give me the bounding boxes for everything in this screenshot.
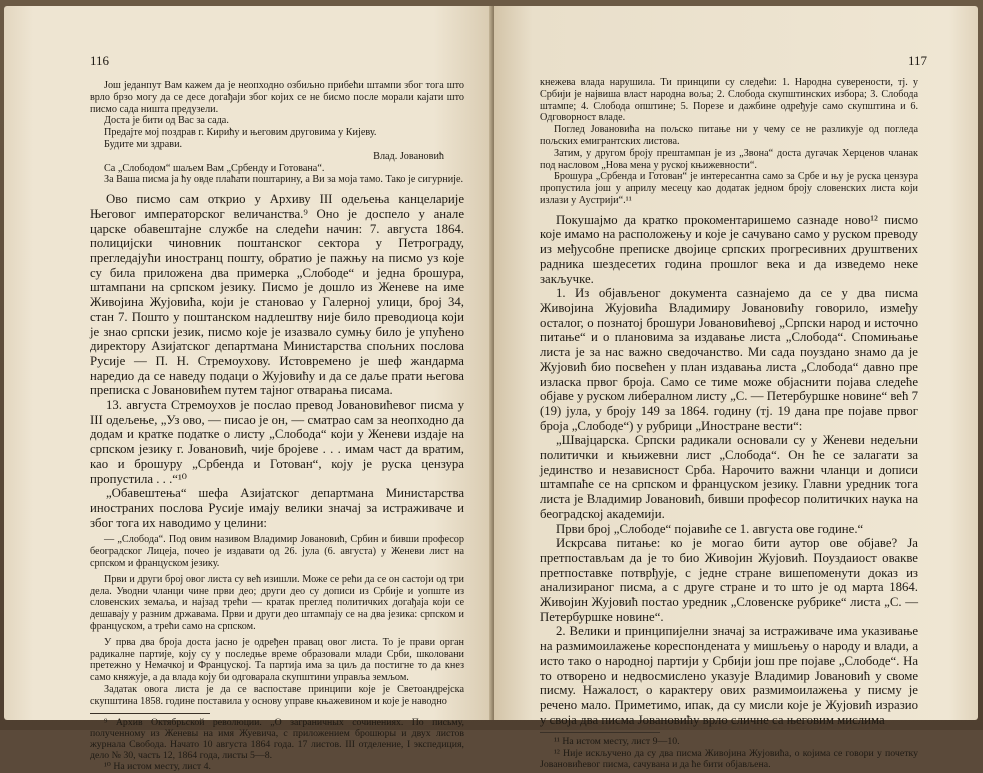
letter-paragraph: Предајте мој поздрав г. Кирићу и његовим друговима у Кијеву.	[104, 127, 377, 139]
body-paragraph: Први број „Слободе“ појавиће се 1. августа ове године.“	[556, 521, 864, 536]
quote-paragraph: Затим, у другом броју прештампан је из „Звона“ доста дугачак Херценов чланак под насловом „Нова мена у руској књижевности“.	[540, 147, 918, 171]
quote-paragraph: — „Слобода“. Под овим називом Владимир Јовановић, Србин и бивши професор београдског Лицеја, почео је издавати од 26. јула (6. августа) у Женеви лист на српском и француском језику.	[90, 534, 464, 569]
footnote-rule	[90, 713, 210, 714]
quote-paragraph: Задатак овога листа је да се васпоставе принципи које је Светоандрејска скупштина 1858. године поставила у основу управе књажевином и које је наводно	[90, 683, 464, 707]
letter-paragraph: Још једанпут Вам кажем да је неопходно озбиљно прибећи штампи због тога што врло брзо могу да се десе догађаји због којих се не бисмо после морали кајати што писмо сада ништа предузели.	[90, 80, 464, 115]
letter-signature: Влад. Јовановић	[373, 150, 444, 162]
body-paragraph: Ово писмо сам открио у Архиву III одељења канцеларије Његовог императорског величанства.⁹ Оно је доспело у анале царске обавештајне службе на следећи начин: 7. августа 1864. полицијски чиновник поштанског сектора у Петрограду, прегледајући иностранц пошту, обратио је пажњу на писмо уз које су била приложена два примерка „Слободе“ и једна брошура, штампани на српском језику. Писмо је дошло из Женеве на име Живојина Жујовића, који је становао у Галерној улици, број 34, стан 7. Пошто у поштанском надлештву није било преводиоца који је знао српски језик, писмо које је изазвало сумњу било је упућено директору Азијатског департмана Министарства спољних послова Русије — П. Н. Стремоухову. Истовремено је шеф жандарма наредио да се наведу подаци о Жујовићу и да се даље прати његова преписка с Јовановићем путем тајног отварања писама.	[90, 192, 464, 398]
body-paragraph: „Обавештења“ шефа Азијатског департмана Министарства иностраних послова Русије имају велики значај за истраживаче и због тога их наводимо у целини:	[90, 486, 464, 530]
footnote: ¹² Није искључено да су два писма Живојина Жујовића, о којима се говори у почетку Јовановићевог писма, сачувана и да ће бити објављена.	[540, 747, 918, 770]
footnote: ¹⁰ На истом месту, лист 4.	[104, 761, 211, 773]
letter-paragraph: Будите ми здрави.	[104, 138, 183, 150]
postscript-paragraph: За Ваша писма ја ћу овде плаћати поштарину, а Ви за моја тамо. Тако је сигурније.	[104, 174, 464, 186]
quote-paragraph: Брошура „Србенда и Готован“ је интересантна само за Србе и њу је руска цензура пропустила још у априлу месецу као додатак једном броју словенских листа који излази у Аустрији“.¹¹	[540, 171, 918, 206]
left-page	[4, 6, 492, 773]
footnote: ¹¹ На истом месту, лист 9—10.	[554, 736, 680, 748]
left-text-column	[90, 80, 464, 773]
body-paragraph: Покушајмо да кратко прокоментаришемо сазнаде ново¹² писмо које имамо на расположењу и које је сачувано само у руском преводу из међусобне преписке двојице српских прогресивних друштвених радника шездесетих година прошлог века и да изведемо неке закључке.	[540, 212, 918, 286]
right-text-column	[540, 77, 918, 770]
body-paragraph: „Швајцарска. Српски радикали основали су у Женеви недељни политички и књижевни лист „Слобода“. Он ће се залагати за јединство и независност Срба. Нарочито важни чланци и дописи штампаће се на српском и француском језику. Главни уредник тога листа је Владимир Јовановић, бивши професор политичких наука на београдској академији.	[540, 433, 918, 521]
body-paragraph: 2. Велики и принципијелни значај за истраживаче има указивање на размимоилажење кореспондената у мишљењу о народу и влади, а исто тако о народној партији у Србији још пре појаве „Слободе“. На то отворено и недвосмислено указује Владимир Јовановић у своме писму. Нажалост, о карактеру ових размимоилажења у писму је речено мало. Приметимо, ипак, да су мисли које је Жујовић изразио у своја два писма Јовановићу врло сличне са његовим мислима	[540, 624, 918, 727]
body-paragraph: 1. Из објављеног документа сазнајемо да се у два писма Живојина Жујовића Владимиру Јовановићу говорило, између осталог, о познатој брошури Јовановићевој „Српски народ и источно питање“ и о плановима за издавање листа „Слобода“. Спомињање листа је за нас важно сведочанство. Ми сада поуздано знамо да је Жујовић био посвећен у план издавања листа „Слобода“ давно пре изласка првог броја. Само се тиме може објаснити појава следеће објаве у руском либералном листу „С. — Петербуршке новине“ већ 7 (19) јула, у броју 149 за 1864. годину (тј. 19 дана пре појаве првог броја „Слободе“) у рубрици „Иностране вести“:	[540, 286, 918, 433]
page-number: 117	[908, 53, 928, 68]
letter-paragraph: Доста је бити од Вас за сада.	[104, 115, 229, 127]
quote-paragraph: Поглед Јовановића на пољско питање ни у чему се не разликује од погледа пољских емигрантских листова.	[540, 124, 918, 147]
right-page	[494, 6, 978, 770]
quote-paragraph: кнежева влада нарушила. Ти принципи су следећи: 1. Народна суверености, тј. у Србији је највиша власт народна воља; 2. Слобода скупштинских избора; 3. Слобода штампе; 4. Слобода општине; 5. Порезе и дажбине одређује само скупштина и 6. Одговорност владе.	[540, 77, 918, 124]
quote-paragraph: Први и други број овог листа су већ изишли. Може се рећи да се он састоји од три дела. Уводни чланци чине први део; други део су дописи из Србије и уопште из словенских земаља, и најзад трећи — кратак преглед политичких догађаја који се дешавају у разним државама. Први и други део штампају се на два језика: српском и француском, а трећи само на српском.	[90, 573, 464, 632]
postscript-paragraph: Са „Слободом“ шаљем Вам „Србенду и Готована“.	[104, 162, 325, 174]
page-number: 116	[90, 53, 110, 68]
body-paragraph: Искрсава питање: ко је могао бити аутор ове објаве? Ја претпостављам да је то био Живојин Жујовић. Поуздаиост овакве претпоставке потврђује, с једне стране вишепоменути доказ из анализираног писма, а с друге стране и то што је од марта 1864. Живојин Жујовић постао уредник „Словенске рубрике“ листа „С. — Петербуршке новине“.	[540, 536, 918, 624]
body-paragraph: 13. августа Стремоухов је послао превод Јовановићевог писма у III одељење, „Уз ово, — писао је он, — сматрао сам за неопходно да додам и кратке податке о листу „Слобода“ који у Женеви издаје на српском језику г. Јовановић, чије бројеве . . . имам част да вратим, као и брошуру „Србенда и Готован“, коју је руска цензура пропустила . . .“¹⁰	[90, 398, 464, 486]
quote-paragraph: У прва два броја доста јасно је одређен правац овог листа. То је прави орган радикалне партије, коју су у последње време образовали млади Срби, школовани претежно у Немачкој и Француској. Та партија има за циљ да постигне то да кнез само княжује, а да влада коју би одговарала скупштини управља земљом.	[90, 636, 464, 684]
footnote: ⁹ Архив Октябрьской революции. „О заграничных сочинениях. По письму, полученному из Женевы на имя Жуевича, с приложением брошюры и двух листов журнала Свобода. Начато 10 августа 1864 года. 17 листов. III отделение, I экспедиция, дело № 30, часть 12, 1864 года, листы 5—8.	[90, 716, 464, 762]
footnote-rule	[540, 732, 660, 733]
